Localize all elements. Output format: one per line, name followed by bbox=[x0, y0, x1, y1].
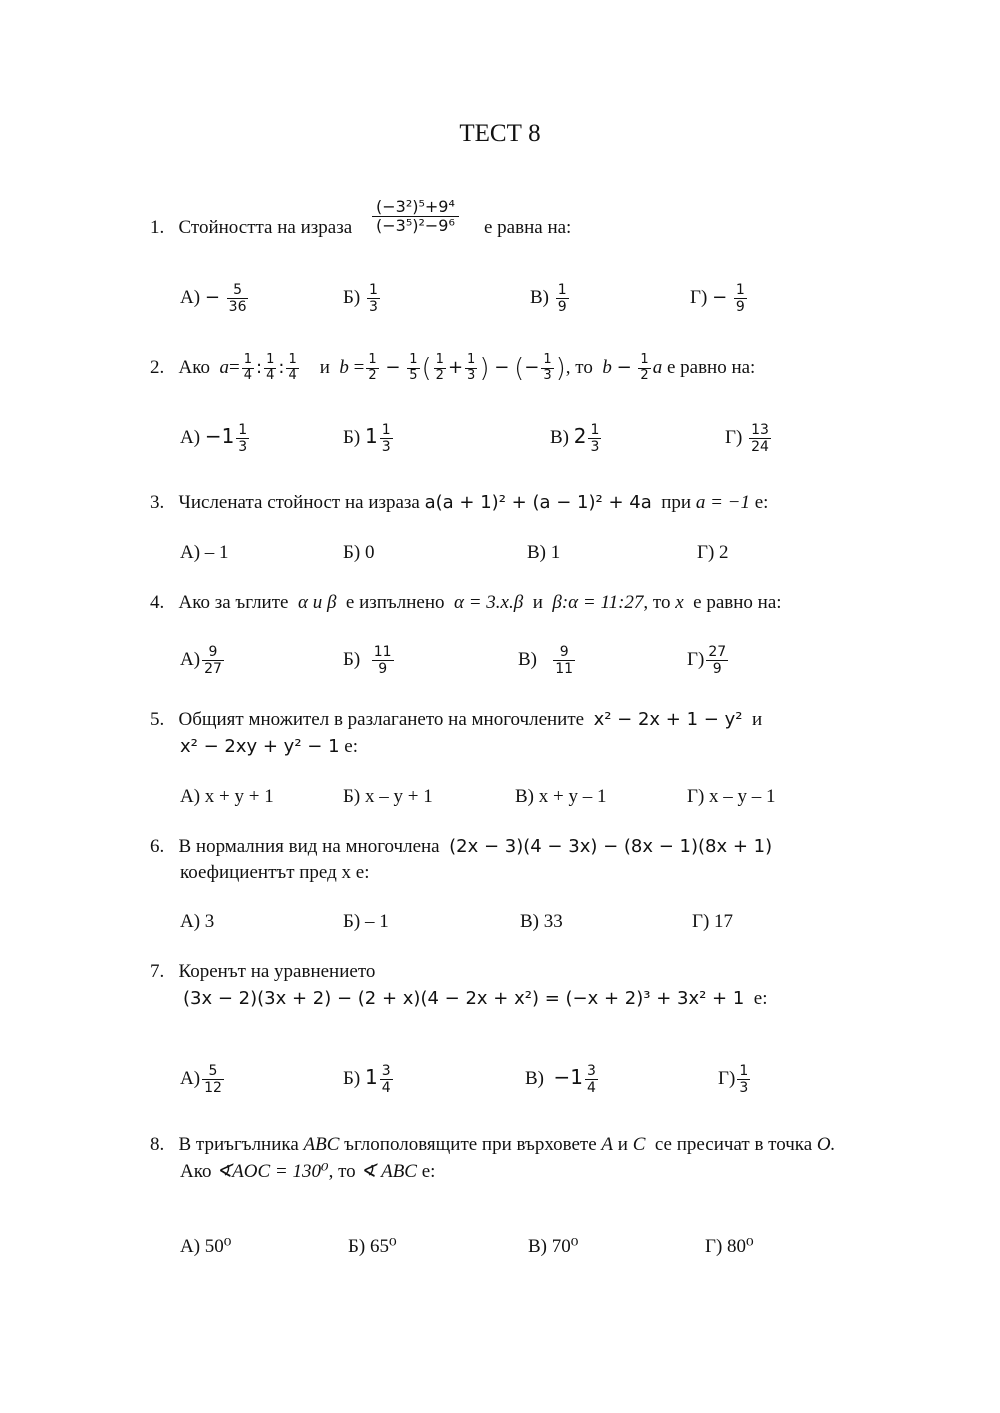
question-text: В нормалния вид на многочлена bbox=[178, 836, 440, 857]
option-d[interactable] bbox=[718, 1063, 752, 1096]
equals-sign: = bbox=[229, 356, 240, 378]
question-number: 2. bbox=[150, 356, 165, 378]
option-label: Г) bbox=[725, 426, 743, 448]
option-a[interactable]: А) 50⁰ bbox=[180, 1236, 232, 1257]
fraction-numerator: 9 bbox=[202, 644, 224, 661]
option-label: А) bbox=[180, 426, 201, 448]
condition: α = 3.x.β bbox=[454, 592, 524, 613]
option-label: Г) bbox=[718, 1067, 736, 1089]
colon: : bbox=[278, 356, 285, 378]
option-label: В) bbox=[550, 426, 569, 448]
option-label: В) bbox=[525, 1067, 544, 1089]
fraction-denominator: 24 bbox=[751, 439, 769, 456]
option-label: А) bbox=[180, 286, 201, 308]
option-d[interactable] bbox=[690, 282, 749, 315]
fraction-denominator: 3 bbox=[369, 299, 378, 316]
vertex-c: C bbox=[632, 1134, 646, 1155]
fraction-numerator: 5 bbox=[202, 1063, 224, 1080]
fraction-denominator: 4 bbox=[288, 367, 297, 383]
fraction-denominator: 9 bbox=[378, 661, 388, 678]
option-value: 1 bbox=[365, 423, 378, 448]
variable-a: a bbox=[652, 356, 663, 378]
conjunction: и bbox=[319, 356, 330, 378]
colon: : bbox=[256, 356, 263, 378]
expression: (2x − 3)(4 − 3x) − (8x − 1)(8x + 1) bbox=[449, 836, 773, 857]
question-6 bbox=[150, 836, 772, 858]
option-label: Б) bbox=[343, 286, 361, 308]
question-tail: е: bbox=[754, 492, 769, 513]
plus-sign: + bbox=[447, 356, 464, 378]
fraction-denominator: 11 bbox=[555, 661, 574, 678]
fraction-numerator: 1 bbox=[543, 352, 552, 367]
question-5-line-2 bbox=[180, 736, 358, 758]
fraction-denominator: 3 bbox=[467, 367, 476, 383]
question-number: 5. bbox=[150, 709, 165, 730]
option-value: 1 bbox=[365, 1064, 378, 1089]
variable-x: x bbox=[675, 592, 684, 613]
question-text: се пресичат в точка bbox=[654, 1134, 813, 1155]
option-label: А) bbox=[180, 648, 201, 670]
triangle-name: ABC bbox=[303, 1134, 340, 1155]
fraction-numerator: 1 bbox=[409, 352, 418, 367]
fraction-denominator: 9 bbox=[712, 661, 722, 678]
question-number: 8. bbox=[150, 1134, 165, 1155]
option-d[interactable]: Г) 2 bbox=[697, 542, 729, 563]
fraction-numerator: 1 bbox=[435, 352, 444, 367]
fraction-denominator: 9 bbox=[735, 299, 745, 316]
option-b[interactable] bbox=[343, 422, 395, 455]
fraction-denominator: (−3⁵)²−9⁶ bbox=[376, 216, 455, 236]
angle-names: α и β bbox=[297, 592, 337, 613]
vertex-a: A bbox=[601, 1134, 614, 1155]
question-1-expression bbox=[370, 198, 461, 236]
option-d[interactable]: Г) x – y – 1 bbox=[687, 786, 776, 807]
option-sign: − bbox=[204, 286, 220, 308]
fraction-numerator: 1 bbox=[640, 352, 649, 367]
question-4 bbox=[150, 592, 782, 614]
minus-sign: − bbox=[494, 356, 510, 378]
fraction-denominator: 2 bbox=[435, 367, 444, 383]
question-7 bbox=[150, 961, 375, 983]
question-text: е изпълнено bbox=[345, 592, 445, 613]
angle-asked: ∢ ABC bbox=[360, 1161, 417, 1182]
option-a[interactable] bbox=[180, 422, 251, 455]
option-d[interactable]: Г) 80⁰ bbox=[705, 1236, 754, 1257]
option-d[interactable]: Г) 17 bbox=[692, 911, 734, 932]
conjunction: и bbox=[617, 1134, 628, 1155]
fraction-denominator: 4 bbox=[586, 1080, 596, 1097]
question-text: Коренът на уравнението bbox=[178, 961, 376, 982]
fraction-denominator: 2 bbox=[640, 367, 649, 383]
fraction-denominator: 3 bbox=[543, 367, 552, 383]
option-c[interactable]: В) x + y – 1 bbox=[515, 786, 607, 807]
minus-sign: − bbox=[385, 356, 401, 378]
option-b[interactable]: Б) x – y + 1 bbox=[343, 786, 433, 807]
fraction-numerator: 1 bbox=[368, 352, 377, 367]
option-label: Б) bbox=[343, 648, 361, 670]
fraction-numerator: 1 bbox=[467, 352, 476, 367]
question-7-equation bbox=[183, 988, 768, 1010]
option-a[interactable]: А) 3 bbox=[180, 911, 215, 932]
question-number: 6. bbox=[150, 836, 165, 857]
option-a[interactable] bbox=[180, 282, 250, 315]
fraction-numerator: 1 bbox=[735, 282, 745, 298]
question-tail: е: bbox=[344, 736, 358, 757]
variable-b: b bbox=[339, 356, 349, 378]
fraction-numerator: 1 bbox=[288, 352, 297, 367]
equals-sign: = bbox=[353, 356, 365, 378]
fraction-numerator: 9 bbox=[553, 644, 575, 661]
option-sign: − bbox=[712, 286, 728, 308]
option-c[interactable] bbox=[525, 1063, 600, 1096]
fraction-numerator: 1 bbox=[739, 1063, 749, 1079]
option-b[interactable] bbox=[343, 282, 382, 315]
variable-b: b bbox=[602, 356, 612, 378]
question-number: 7. bbox=[150, 961, 165, 982]
question-3 bbox=[150, 492, 768, 514]
fraction-denominator: 36 bbox=[228, 299, 247, 316]
option-label: В) bbox=[530, 286, 549, 308]
option-d[interactable] bbox=[687, 644, 730, 677]
option-a[interactable]: А) x + y + 1 bbox=[180, 786, 274, 807]
fraction-numerator: 1 bbox=[369, 282, 378, 298]
option-a[interactable] bbox=[180, 644, 226, 677]
option-c[interactable]: В) 33 bbox=[520, 911, 563, 932]
option-a[interactable] bbox=[180, 1063, 226, 1096]
fraction-denominator: 2 bbox=[368, 367, 377, 383]
option-label: Б) bbox=[343, 1067, 361, 1089]
option-c[interactable] bbox=[518, 644, 577, 677]
fraction-numerator: 1 bbox=[590, 422, 600, 438]
fraction-denominator: 4 bbox=[266, 367, 275, 383]
option-b[interactable] bbox=[343, 644, 396, 677]
question-text: Стойността на израза bbox=[178, 217, 353, 238]
question-tail: е равно на: bbox=[666, 356, 756, 378]
question-tail: е равно на: bbox=[693, 592, 782, 613]
option-b[interactable]: Б) 0 bbox=[343, 542, 375, 563]
equation: (3x − 2)(3x + 2) − (2 + x)(4 − 2x + x²) = (−x + 2)³ + 3x² + 1 bbox=[183, 988, 745, 1009]
fraction-numerator: 13 bbox=[751, 422, 769, 438]
option-value: −1 bbox=[204, 423, 235, 448]
polynomial: x² − 2xy + y² − 1 bbox=[180, 736, 340, 757]
fraction-numerator: 3 bbox=[586, 1063, 596, 1079]
option-b[interactable]: Б) 65⁰ bbox=[348, 1236, 397, 1257]
question-8 bbox=[150, 1134, 835, 1156]
option-c[interactable]: В) 1 bbox=[527, 542, 561, 563]
fraction-numerator: 1 bbox=[243, 352, 252, 367]
question-text: ъглополовящите при върховете bbox=[344, 1134, 597, 1155]
question-text: Общият множител в разлагането на многочлените bbox=[178, 709, 585, 730]
question-text: Числената стойност на израза bbox=[178, 492, 420, 513]
option-c[interactable] bbox=[530, 282, 571, 315]
option-b[interactable]: Б) – 1 bbox=[343, 911, 389, 932]
connector-text: , то bbox=[328, 1161, 356, 1182]
question-number: 3. bbox=[150, 492, 165, 513]
fraction-denominator: 9 bbox=[557, 299, 567, 316]
fraction-denominator: 4 bbox=[381, 1080, 391, 1097]
question-text: Ако bbox=[178, 356, 210, 378]
fraction-numerator: 1 bbox=[238, 422, 248, 438]
option-label: Г) bbox=[690, 286, 708, 308]
condition: β:α = 11:27 bbox=[552, 592, 644, 613]
option-a[interactable]: А) – 1 bbox=[180, 542, 229, 563]
question-2: 2. Ако a= $\frac{1}{4}$ : $\frac{1}{4}$ : $\frac{1}{4}$ и b = $\frac{1}{2}$ − $\frac{1}{5}$ ( $\frac{1}{2}$ + $\frac{1}{3}$ ) − (− $\frac{1}{3}$ ), то b − $\frac{1}{2}$ a е равно на: bbox=[150, 352, 756, 384]
condition: a = −1 bbox=[695, 492, 750, 513]
question-tail: е: bbox=[753, 988, 768, 1009]
fraction-numerator: 3 bbox=[381, 1063, 391, 1079]
option-label: А) bbox=[180, 1067, 201, 1089]
fraction-denominator: 4 bbox=[243, 367, 252, 383]
question-6-line-2: коефициентът пред x е: bbox=[180, 862, 370, 883]
fraction-denominator: 3 bbox=[381, 439, 391, 456]
question-text: Ако за ъглите bbox=[178, 592, 289, 613]
question-5 bbox=[150, 709, 762, 731]
question-number: 4. bbox=[150, 592, 165, 613]
point-o: O. bbox=[816, 1134, 836, 1155]
conjunction: и bbox=[751, 709, 763, 730]
fraction-denominator: 3 bbox=[590, 439, 600, 456]
expression: a(a + 1)² + (a − 1)² + 4a bbox=[424, 492, 652, 513]
option-c[interactable]: В) 70⁰ bbox=[528, 1236, 579, 1257]
fraction-denominator: 27 bbox=[204, 661, 222, 678]
question-8-line-2 bbox=[180, 1160, 435, 1183]
option-value: 2 bbox=[573, 423, 587, 448]
option-d[interactable] bbox=[725, 422, 773, 455]
variable-a: a bbox=[219, 356, 229, 378]
question-1 bbox=[150, 217, 352, 239]
minus-sign: − bbox=[616, 356, 632, 378]
fraction-numerator: 5 bbox=[227, 282, 249, 299]
option-label: Г) bbox=[687, 648, 705, 670]
option-b[interactable] bbox=[343, 1063, 395, 1096]
connector-text: , то bbox=[643, 592, 671, 613]
fraction-numerator: 1 bbox=[381, 422, 391, 438]
fraction-numerator: (−3²)⁵+9⁴ bbox=[372, 198, 459, 217]
polynomial: x² − 2x + 1 − y² bbox=[593, 709, 743, 730]
fraction-denominator: 5 bbox=[409, 367, 418, 383]
option-value: −1 bbox=[553, 1064, 583, 1089]
page-title: ТЕСТ 8 bbox=[459, 120, 541, 147]
connector-text: , то bbox=[565, 356, 593, 378]
connector-text: при bbox=[661, 492, 692, 513]
fraction-denominator: 3 bbox=[238, 439, 248, 456]
option-label: В) bbox=[518, 648, 537, 670]
question-1-tail: е равна на: bbox=[484, 217, 572, 238]
option-c[interactable] bbox=[550, 422, 603, 455]
question-text: Ако bbox=[180, 1161, 212, 1182]
expression-fraction bbox=[372, 198, 459, 236]
angle-condition: ∢AOC = 130⁰ bbox=[216, 1161, 329, 1182]
option-label: Б) bbox=[343, 426, 361, 448]
fraction-numerator: 1 bbox=[266, 352, 275, 367]
fraction-numerator: 1 bbox=[557, 282, 567, 298]
fraction-numerator: 11 bbox=[373, 644, 392, 660]
fraction-denominator: 3 bbox=[739, 1080, 749, 1097]
fraction-numerator: 27 bbox=[708, 644, 727, 660]
fraction-denominator: 12 bbox=[204, 1080, 222, 1097]
question-number: 1. bbox=[150, 217, 165, 238]
conjunction: и bbox=[532, 592, 543, 613]
question-text: В триъгълника bbox=[178, 1134, 299, 1155]
question-tail: е: bbox=[421, 1161, 436, 1182]
minus-sign: − bbox=[524, 356, 540, 378]
